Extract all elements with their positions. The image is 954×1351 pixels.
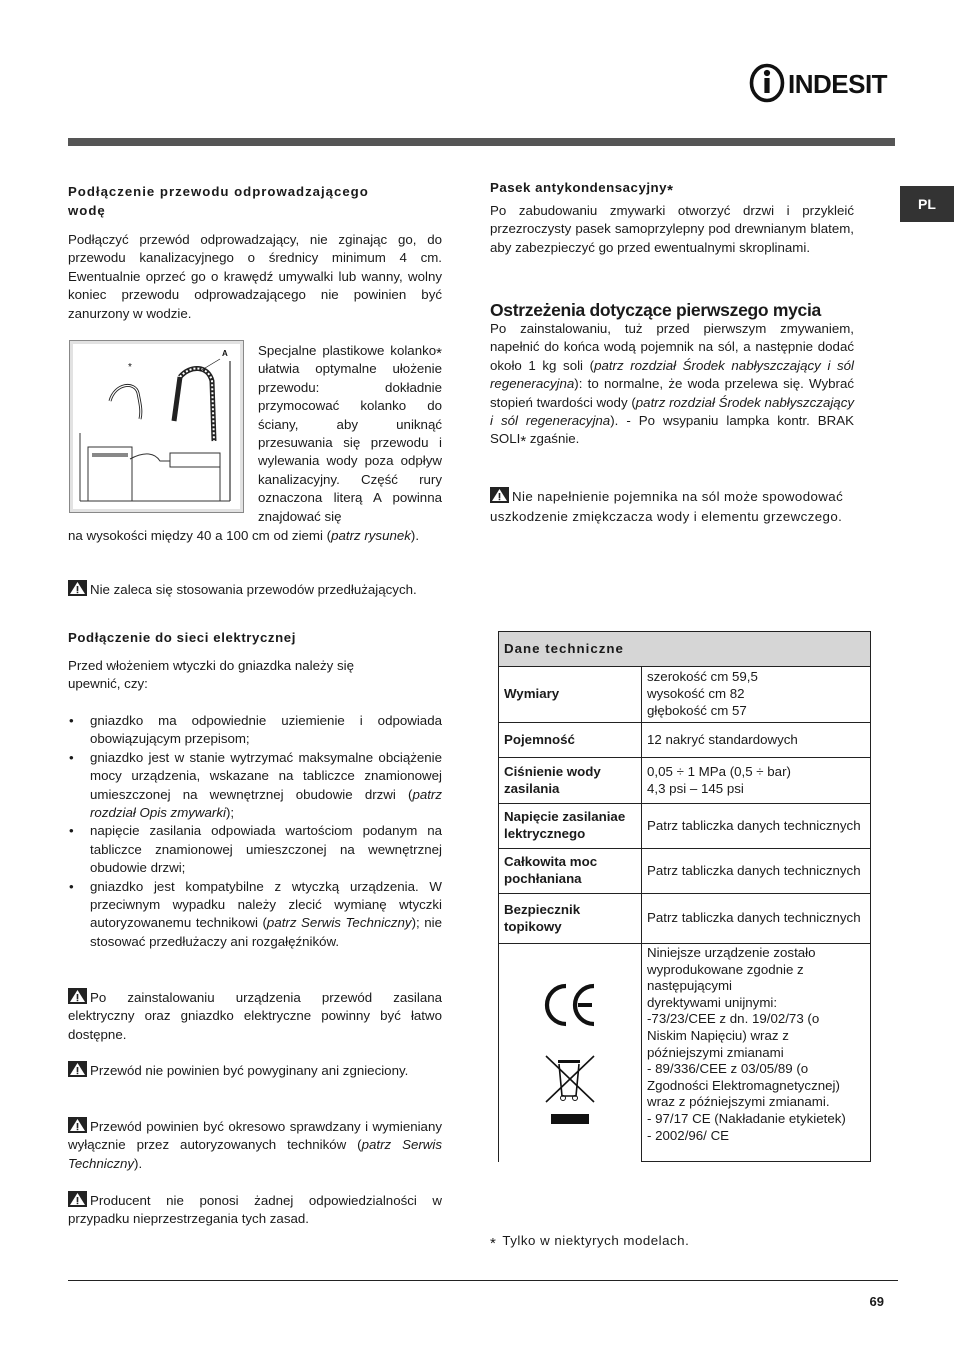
spec-key: Napięcie zasilaniae lektrycznego <box>499 804 642 849</box>
drain-hose-illustration-icon <box>70 341 243 512</box>
footnote: * Tylko w niektyrych modelach. <box>490 1233 690 1252</box>
spec-value: Patrz tabliczka danych technicznych <box>642 894 871 944</box>
table-row <box>499 667 871 723</box>
drain-paragraph: Podłączyć przewód odprowadzający, nie zginając go, do przewodu kanalizacyjnego o średnicy minimum 4 cm. Ewentualnie oprzeć go o krawędź umywalki lub wanny, wolny koniec przewodu odprowadzającego nie powinien być zanurzony w wodzie. <box>68 232 442 321</box>
weee-bin-icon <box>542 1052 598 1126</box>
drain-title: Podłączenie przewodu odprowadzającego wodę <box>68 184 369 218</box>
strip-paragraph: Po zabudowaniu zmywarki otworzyć drzwi i przykleić przezroczysty pasek samoprzylepny pod drewnianym blatem, aby zabezpieczyć go przed ewentualnymi skroplinami. <box>490 203 854 255</box>
spec-key: Wymiary <box>499 667 642 723</box>
checklist-item: • gniazdko jest kompatybilne z wtyczką urządzenia. W przeciwnym wypadku należy zlecić wymianę wtyczki autoryzowanemu technikowi (patrz Serwis Techniczny); nie stosować przedłużaczy ani rozgałęźników. <box>68 878 442 952</box>
table-header: Dane techniczne <box>499 632 871 667</box>
electric-checklist <box>68 712 442 951</box>
table-row-ce <box>499 944 871 1162</box>
warning-not-bent: Przewód nie powinien być powyginany ani zgnieciony. <box>68 1061 442 1080</box>
ce-directives-text: Niniejsze urządzenie zostało wyprodukowane zgodnie z następującymi dyrektywami unijnymi: -73/23/CEE z dn. 19/02/73 (o Niskim Napięciu) wraz z późniejszymi zmianami - 89/336/CEE z 03/05/89 (o Zgodności Elektromagnetycznej) wraz z późniejszymi zmianami. - 97/17 CE (Nakładanie etykietek) - 2002/96/ CE <box>642 944 871 1162</box>
warning-triangle-icon <box>490 487 509 503</box>
checklist-item: • gniazdko ma odpowiednie uziemienie i odpowiada obowiązującym przepisom; <box>68 712 442 749</box>
ce-mark-icon <box>540 980 600 1030</box>
spec-key: Bezpiecznik topikowy <box>499 894 642 944</box>
figure-star-label: * <box>128 362 132 373</box>
table-row <box>499 804 871 849</box>
spec-value: 0,05 ÷ 1 MPa (0,5 ÷ bar) 4,3 psi – 145 psi <box>642 758 871 804</box>
checklist-item: • napięcie zasilania odpowiada wartościom podanym na tabliczce znamionowej umieszczonej na wewnętrznej obudowie drzwi; <box>68 822 442 877</box>
spec-key: Ciśnienie wody zasilania <box>499 758 642 804</box>
table-header-row <box>499 632 871 667</box>
warning-liability: Producent nie ponosi żadnej odpowiedzialności w przypadku nieprzestrzegania tych zasad. <box>68 1193 442 1227</box>
drain-figure-caption: Specjalne plastikowe kolanko* ułatwia optymalne ułożenie przewodu: dokładnie przymocować kolanko do ściany, aby uniknąć przesuwania się przewodu i wylewania wody poza odpływ kanalizacyjny. Część rury oznaczona literą A powinna znajdować się <box>258 343 442 524</box>
drain-height-text: na wysokości między 40 a 100 cm od ziemi (patrz rysunek). <box>68 528 420 543</box>
spec-key: Całkowita moc pochłaniana <box>499 849 642 894</box>
spec-value: Patrz tabliczka danych technicznych <box>642 849 871 894</box>
warning-triangle-icon <box>68 1191 87 1207</box>
tech-data-table <box>498 631 871 1162</box>
spec-value: Patrz tabliczka danych technicznych <box>642 804 871 849</box>
table-row <box>499 723 871 758</box>
footer-rule <box>68 1280 898 1281</box>
figure-a-label: A <box>222 349 228 358</box>
warning-extension: Nie zaleca się stosowania przewodów przedłużających. <box>68 580 442 599</box>
brand-logo <box>748 62 900 104</box>
electric-intro: Przed włożeniem wtyczki do gniazdka należy się upewnić, czy: <box>68 658 355 692</box>
strip-title: Pasek antykondensacyjny* <box>490 180 674 199</box>
table-row <box>499 849 871 894</box>
first-wash-warning: Nie napełnienie pojemnika na sól może spowodować uszkodzenie zmiękczacza wody i elementu grzewczego. <box>490 489 844 524</box>
first-wash-paragraph: Po zainstalowaniu, tuż przed pierwszym zmywaniem, napełnić do końca wodą pojemnik na sól, a następnie dodać około 1 kg soli (patrz rozdział Środek nabłyszczający i sól regeneracyjna): to normalne, że woda przelewa się. Wybrać stopień twardości wody (patrz rozdział Środek nabłyszczający i sól regeneracyjna). - Po wsypaniu lampka kontr. BRAK SOLI* zgaśnie. <box>490 321 855 451</box>
table-row <box>499 894 871 944</box>
indesit-logo-icon <box>748 62 900 104</box>
language-tab: PL <box>900 186 954 222</box>
checklist-item: • gniazdko jest w stanie wytrzymać maksymalne obciążenie mocy urządzenia, wskazane na tabliczce znamionowej umieszczonej na wewnętrznej obudowie drzwi (patrz rozdział Opis zmywarki); <box>68 749 442 823</box>
brand-name: INDESIT <box>788 69 888 99</box>
ce-weee-marks <box>499 944 642 1162</box>
warning-triangle-icon <box>68 988 87 1004</box>
page-number: 69 <box>869 1294 884 1309</box>
electric-title: Podłączenie do sieci elektrycznej <box>68 630 296 645</box>
warning-inspection: Przewód powinien być okresowo sprawdzany i wymieniany wyłącznie przez autoryzowanych techników (patrz Serwis Techniczny). <box>68 1119 442 1171</box>
warning-accessible: Po zainstalowaniu urządzenia przewód zasilana elektryczny oraz gniazdko elektryczne powinny być łatwo dostępne. <box>68 990 442 1042</box>
drain-hose-figure <box>69 340 244 513</box>
spec-key: Pojemność <box>499 723 642 758</box>
first-wash-title: Ostrzeżenia dotyczące pierwszego mycia <box>490 300 821 320</box>
spec-value: 12 nakryć standardowych <box>642 723 871 758</box>
warning-triangle-icon <box>68 1061 87 1077</box>
spec-value: szerokość cm 59,5 wysokość cm 82 głębokość cm 57 <box>642 667 871 723</box>
warning-triangle-icon <box>68 580 87 596</box>
header-rule <box>68 138 895 146</box>
table-row <box>499 758 871 804</box>
warning-triangle-icon <box>68 1117 87 1133</box>
